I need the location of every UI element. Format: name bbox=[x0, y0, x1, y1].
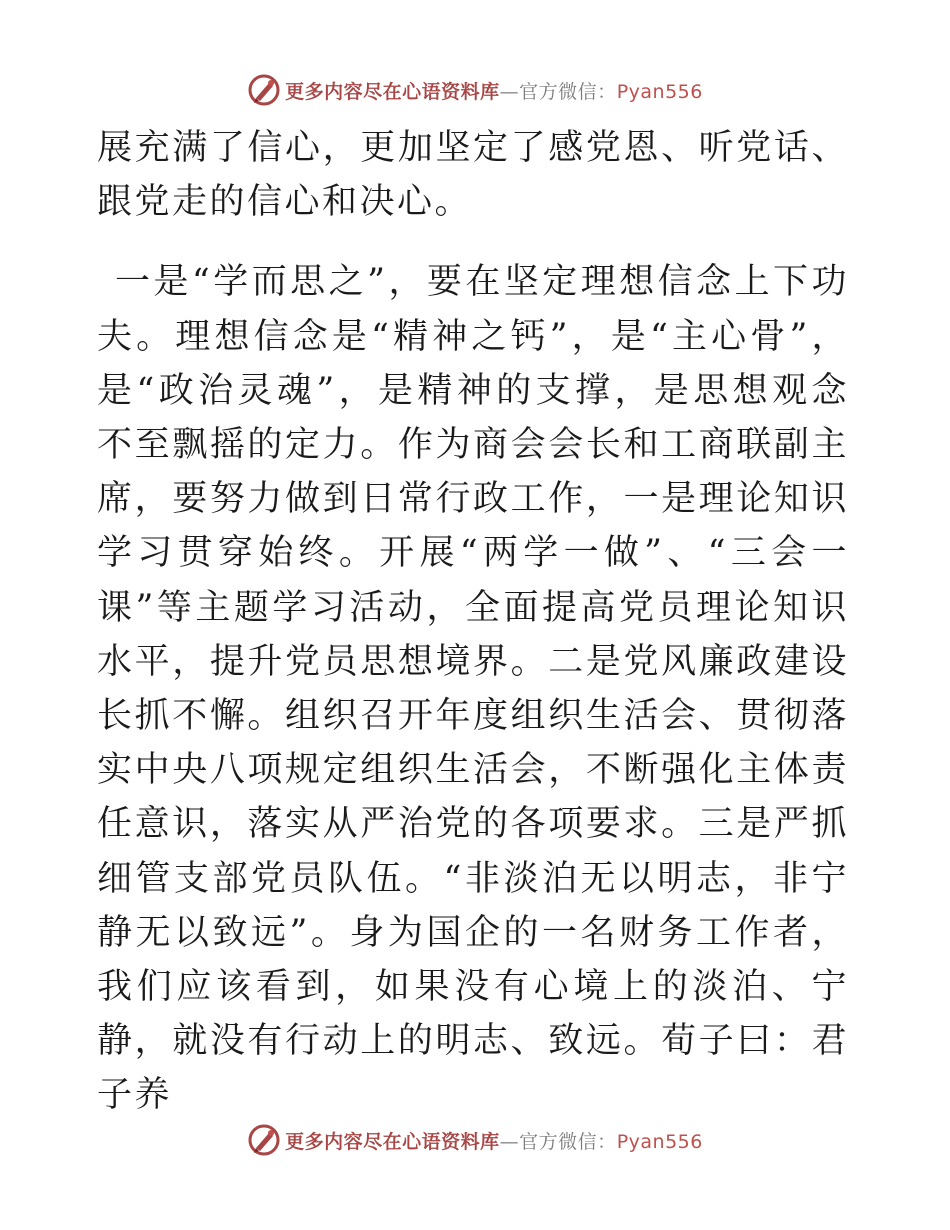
watermark-wechat-id: Pyan556 bbox=[616, 80, 703, 103]
pen-circle-logo-icon bbox=[247, 73, 281, 107]
paragraph-1: 展充满了信心，更加坚定了感党恩、听党话、跟党走的信心和决心。 bbox=[97, 128, 849, 223]
pen-circle-logo-icon bbox=[247, 1123, 281, 1157]
watermark-official-label: 官方微信： bbox=[519, 1130, 617, 1153]
watermark-brand: 更多内容尽在心语资料库 bbox=[285, 1130, 500, 1153]
watermark-brand: 更多内容尽在心语资料库 bbox=[285, 80, 500, 103]
paragraph-2: 一是“学而思之”，要在坚定理想信念上下功夫。理想信念是“精神之钙”，是“主心骨”，是“政治灵魂”，是精神的支撑，是思想观念不至飘摇的定力。作为商会会长和工商联副主席，要努力做到日常行政工作，一是理论知识学习贯穿始终。开展“两学一做”、“三会一课”等主题学习活动，全面提高党员理论知识水平，提升党员思想境界。二是党风廉政建设长抓不懈。组织召开年度组织生活会、贯彻落实中央八项规定组织生活会，不断强化主体责任意识，落实从严治党的各项要求。三是严抓细管支部党员队伍。“非淡泊无以明志，非宁静无以致远”。身为国企的一名财务工作者，我们应该看到，如果没有心境上的淡泊、宁静，就没有行动上的明志、致远。荀子曰：君子养 bbox=[97, 262, 849, 1116]
watermark-official-label: 官方微信： bbox=[519, 80, 617, 103]
watermark-separator: — bbox=[499, 80, 520, 103]
watermark-text bbox=[285, 77, 703, 104]
watermark-wechat-id: Pyan556 bbox=[616, 1130, 703, 1153]
header-watermark bbox=[0, 70, 950, 110]
watermark-separator: — bbox=[499, 1130, 520, 1153]
footer-watermark bbox=[0, 1120, 950, 1160]
document-body bbox=[97, 121, 849, 1123]
watermark-text bbox=[285, 1127, 703, 1154]
